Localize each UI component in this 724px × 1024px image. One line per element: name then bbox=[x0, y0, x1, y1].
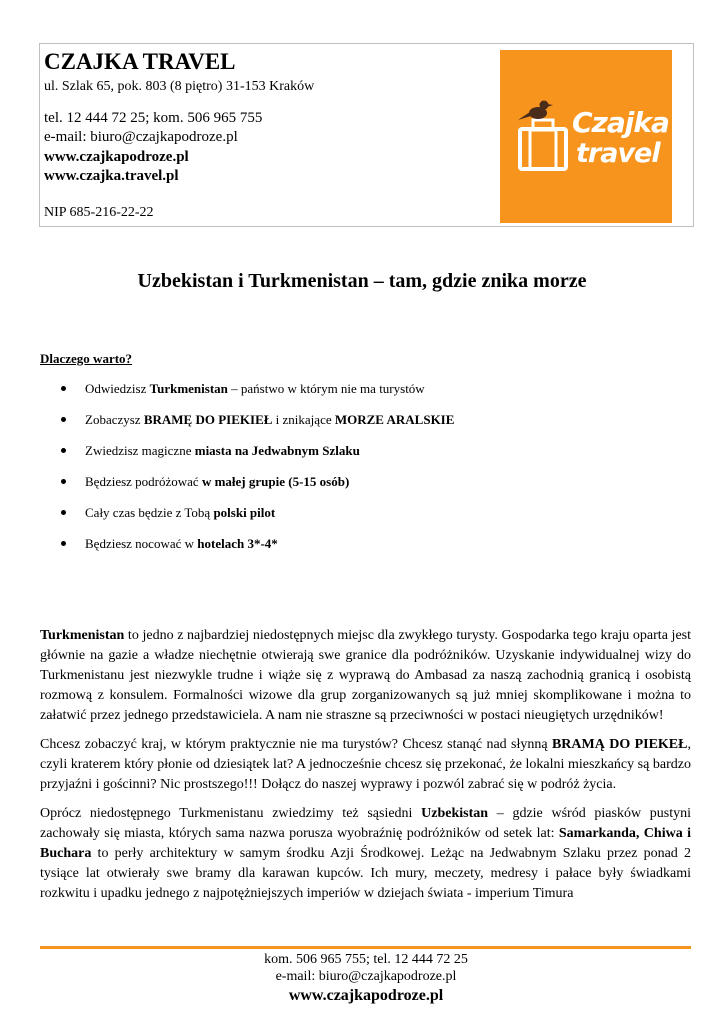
footer-website[interactable]: www.czajkapodroze.pl bbox=[288, 987, 444, 1004]
bullet-icon bbox=[61, 448, 66, 453]
page-title: Uzbekistan i Turkmenistan – tam, gdzie znika morze bbox=[137, 270, 587, 292]
letterhead-box bbox=[39, 43, 694, 227]
czajka-travel-logo bbox=[500, 50, 672, 223]
bullet-icon bbox=[61, 386, 66, 391]
company-email: e-mail: biuro@czajkapodroze.pl bbox=[44, 129, 238, 145]
list-item: Zwiedzisz magiczne miasta na Jedwabnym Szlaku bbox=[40, 435, 454, 466]
why-heading: Dlaczego warto? bbox=[40, 351, 133, 366]
list-item: Cały czas będzie z Tobą polski pilot bbox=[40, 497, 454, 528]
list-item: Odwiedzisz Turkmenistan – państwo w którym nie ma turystów bbox=[40, 373, 454, 404]
footer-email: e-mail: biuro@czajkapodroze.pl bbox=[275, 969, 457, 984]
footer-divider bbox=[40, 946, 691, 949]
article-body bbox=[40, 626, 691, 913]
company-address: ul. Szlak 65, pok. 803 (8 piętro) 31-153 Kraków bbox=[44, 79, 315, 94]
bullet-icon bbox=[61, 417, 66, 422]
company-website-1[interactable]: www.czajkapodroze.pl bbox=[44, 149, 189, 165]
logo-text-travel: travel bbox=[576, 138, 660, 169]
company-nip: NIP 685-216-22-22 bbox=[44, 205, 154, 220]
list-item: Będziesz nocować w hotelach 3*-4* bbox=[40, 528, 454, 559]
paragraph-gate-to-hell: Chcesz zobaczyć kraj, w którym praktycznie nie ma turystów? Chcesz stanąć nad słynną BRAMĄ DO PIEKEŁ, czyli kraterem który płonie od dziesiątek lat? A jednocześnie chcesz się przekonać, że lokalni mieszkańcy są bardzo przyjaźni i gościnni? Nic prostszego!!! Dołącz do naszej wyprawy i pozwól zabrać się w podróż życia. bbox=[40, 737, 691, 792]
list-item: Będziesz podróżować w małej grupie (5-15 osób) bbox=[40, 466, 454, 497]
footer-contact: kom. 506 965 755; tel. 12 444 72 25 bbox=[264, 952, 468, 967]
reasons-list bbox=[40, 373, 454, 559]
company-phone: tel. 12 444 72 25; kom. 506 965 755 bbox=[44, 110, 263, 126]
company-website-2[interactable]: www.czajka.travel.pl bbox=[44, 168, 179, 184]
bullet-icon bbox=[61, 479, 66, 484]
footer bbox=[0, 951, 724, 1006]
bullet-icon bbox=[61, 541, 66, 546]
bullet-icon bbox=[61, 510, 66, 515]
paragraph-turkmenistan: Turkmenistan to jedno z najbardziej niedostępnych miejsc dla zwykłego turysty. Gospodarka tego kraju oparta jest głównie na gazie a władze niechętnie otwierają swe granice dla podróżników. Uzyskanie indywidualnej wizy do Turkmenistanu jest niezwykle trudne i wiąże się z wyprawą do Ambasad za naszą zachodnią granicą i osobistą rozmową z konsulem. Formalności wizowe dla grup zorganizowanych są już mniej skomplikowane i można to załatwić przez jednego przedstawiciela. A nam nie straszne są przeciwności w postaci nieugiętych urzędników! bbox=[40, 628, 691, 723]
logo-text-czajka: Czajka bbox=[572, 106, 669, 139]
list-item: Zobaczysz BRAMĘ DO PIEKIEŁ i znikające MORZE ARALSKIE bbox=[40, 404, 454, 435]
paragraph-uzbekistan: Oprócz niedostępnego Turkmenistanu zwiedzimy też sąsiedni Uzbekistan – gdzie wśród piasków pustyni zachowały się miasta, których sama nazwa porusza wyobraźnię podróżników od setek lat: Samarkanda, Chiwa i Buchara to perły architektury w samym środku Azji Środkowej. Leżąc na Jedwabnym Szlaku przez ponad 2 tysiące lat otwierały swe bramy dla karawan kupców. Ich mury, meczety, medresy i pałace były świadkami rozkwitu i upadku jednego z najpotężniejszych imperiów w dziejach świata - imperium Timura bbox=[40, 806, 691, 901]
company-name: CZAJKA TRAVEL bbox=[44, 49, 236, 74]
